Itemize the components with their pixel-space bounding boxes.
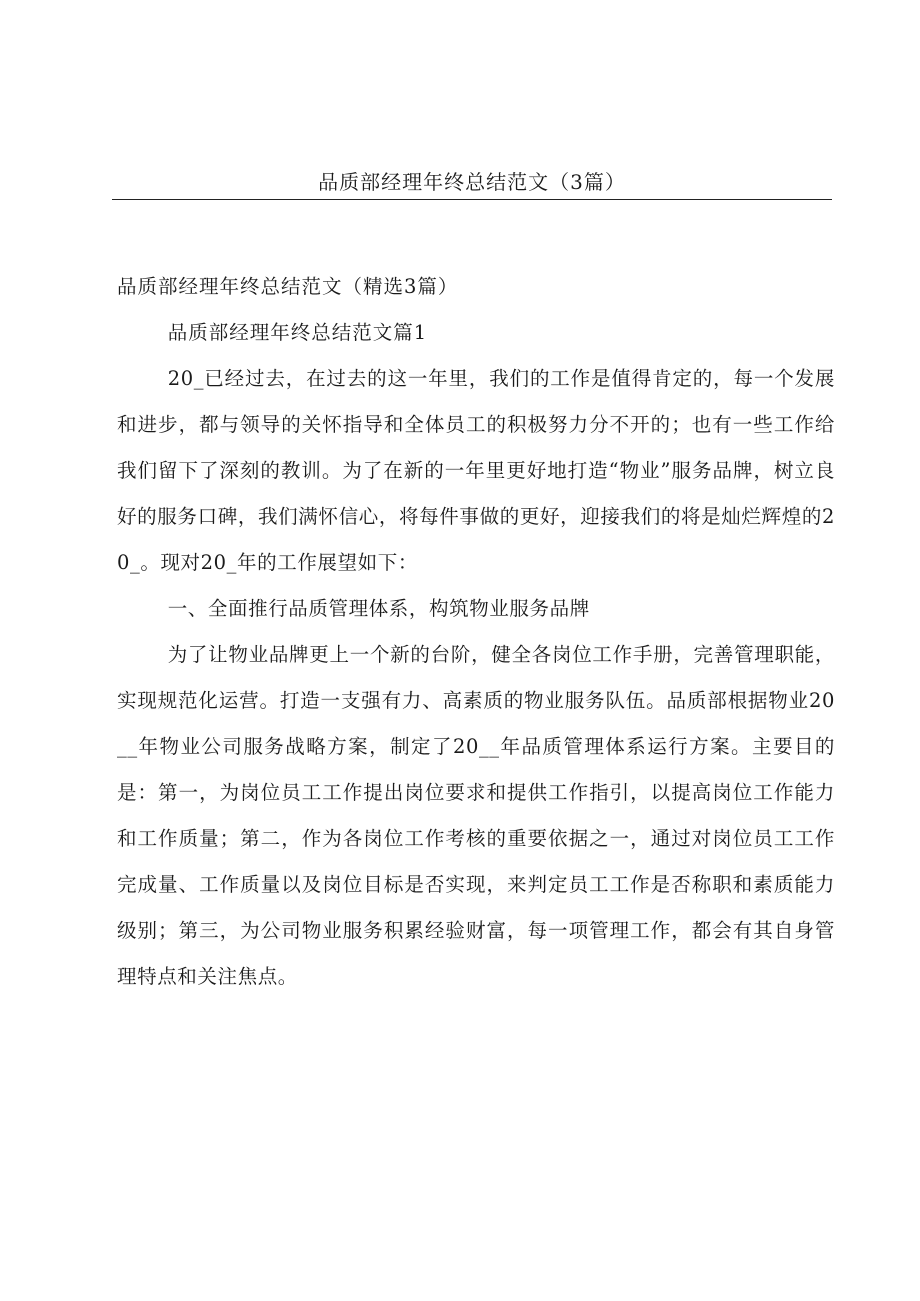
document-body bbox=[117, 264, 835, 1000]
body-paragraph-quality-system: 为了让物业品牌更上一个新的台阶，健全各岗位工作手册，完善管理职能，实现规范化运营。打造一支强有力、高素质的物业服务队伍。品质部根据物业20__年物业公司服务战略方案，制定了20__年品质管理体系运行方案。主要目的是：第一，为岗位员工工作提出岗位要求和提供工作指引，以提高岗位工作能力和工作质量；第二，作为各岗位工作考核的重要依据之一，通过对岗位员工工作完成量、工作质量以及岗位目标是否实现，来判定员工工作是否称职和素质能力级别；第三，为公司物业服务积累经验财富，每一项管理工作，都会有其自身管理特点和关注焦点。 bbox=[117, 643, 835, 988]
header-divider bbox=[112, 199, 832, 200]
document-subtitle: 品质部经理年终总结范文（精选3篇） bbox=[117, 275, 459, 298]
page-header-title: 品质部经理年终总结范文（3篇） bbox=[318, 170, 626, 194]
body-paragraph-intro: 20_已经过去，在过去的这一年里，我们的工作是值得肯定的，每一个发展和进步，都与领导的关怀指导和全体员工的积极努力分不开的；也有一些工作给我们留下了深刻的教训。为了在新的一年里更好地打造“物业”服务品牌，树立良好的服务口碑，我们满怀信心，将每件事做的更好，迎接我们的将是灿烂辉煌的20_。现对20_年的工作展望如下： bbox=[117, 367, 835, 574]
part-heading: 品质部经理年终总结范文篇1 bbox=[167, 321, 428, 344]
section-heading: 一、全面推行品质管理体系，构筑物业服务品牌 bbox=[167, 597, 590, 620]
